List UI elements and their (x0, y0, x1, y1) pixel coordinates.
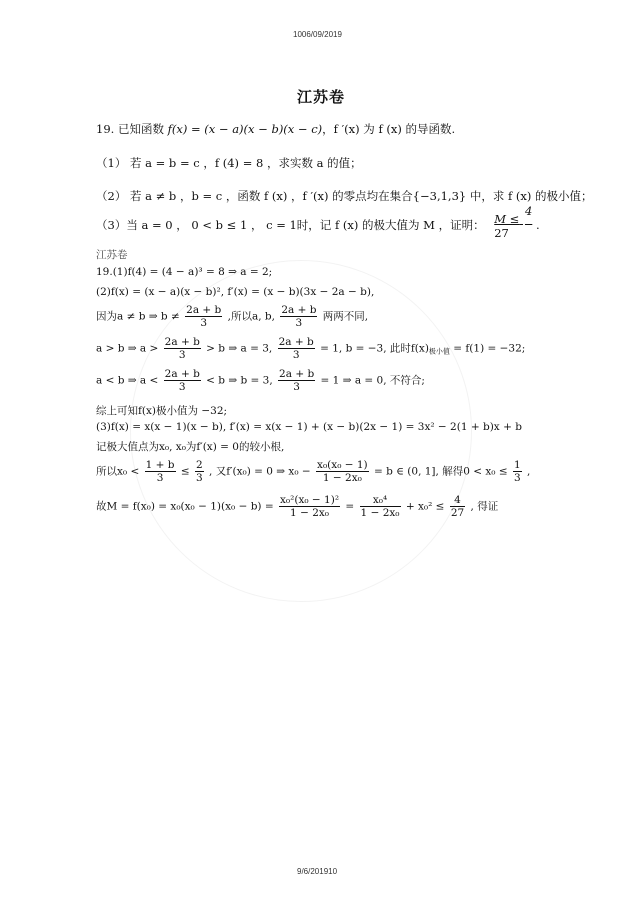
question-function: f(x) = (x − a)(x − b)(x − c) (167, 122, 323, 136)
fraction-num: 1 + b (145, 459, 175, 471)
fraction-den: 3 (178, 381, 186, 393)
fraction (195, 459, 204, 484)
fraction (450, 494, 465, 519)
fraction-den: 3 (292, 349, 300, 361)
fraction-den: 3 (178, 349, 186, 361)
solution-line-10-c: + x₀² ≤ (405, 500, 445, 513)
fraction-num: 2a + b (164, 368, 200, 380)
solution-line-10-a: 故M = f(x₀) = x₀(x₀ − 1)(x₀ − b) = (96, 500, 274, 513)
solution-line-10-d: , 得证 (470, 500, 499, 513)
solution-line-3 (96, 304, 368, 329)
solution-line-9-b: ≤ (180, 465, 190, 478)
solution-line-6: 综上可知f(x)极小值为 −32; (96, 405, 228, 417)
question-part-2: （2） 若 a ≠ b ，b = c ，函数 f (x) ，f ′(x) 的零点均在集合{−3,1,3} 中，求 f (x) 的极小值； (96, 189, 593, 203)
solution-line-3-c: 两两不同, (322, 310, 369, 323)
fraction-num: 2a + b (164, 336, 200, 348)
fraction-den: 3 (513, 472, 521, 484)
fraction (280, 304, 317, 329)
fraction-num: 2a + b (281, 304, 317, 316)
page-title: 江苏卷 (297, 88, 346, 106)
question-part-3-end: . (535, 218, 540, 232)
fraction-den: 3 (295, 317, 303, 329)
solution-line-3-b: ,所以a, b, (227, 310, 275, 323)
solution-line-9-a: 所以x₀ < (96, 465, 140, 478)
fraction (278, 336, 315, 361)
fraction-den: 1 − 2x₀ (290, 507, 330, 519)
solution-line-10-b: = (345, 500, 355, 513)
fraction-num: 2a + b (279, 368, 315, 380)
fraction-den: 3 (196, 472, 203, 484)
question-part-3-M: M ≤ (494, 212, 520, 226)
solution-line-4-sub: 极小值 (428, 347, 450, 356)
footer-date: 9/6/201910 (297, 867, 338, 876)
fraction-num: 1 (513, 459, 521, 471)
solution-line-3-a: 因为a ≠ b ⇒ b ≠ (96, 310, 180, 323)
solution-line-2: (2)f(x) = (x − a)(x − b)², f′(x) = (x − b)(3x − 2a − b), (96, 286, 375, 298)
header-date: 1006/09/2019 (293, 30, 342, 39)
fraction (164, 336, 201, 361)
fraction-num: 2a + b (278, 336, 314, 348)
fraction-num: x₀⁴ (360, 494, 401, 507)
solution-line-5-c: = 1 ⇒ a = 0, 不符合; (320, 374, 425, 387)
question-stem-b: ，f ′(x) 为 f (x) 的导函数. (322, 122, 456, 136)
fraction (185, 304, 222, 329)
fraction-num: 2a + b (186, 304, 222, 316)
fraction (278, 368, 315, 393)
solution-line-5 (96, 368, 425, 393)
fraction-num: x₀²(x₀ − 1)² (280, 494, 340, 506)
solution-heading: 江苏卷 (96, 249, 128, 261)
solution-line-10 (96, 494, 498, 519)
fraction-den: 3 (156, 472, 164, 484)
solution-line-4-c: = 1, b = −3, 此时f(x) (320, 342, 429, 355)
fraction (279, 494, 340, 519)
fraction-num: 4 (450, 494, 465, 507)
solution-line-4-b: > b ⇒ a = 3, (206, 342, 273, 355)
solution-line-9-c: , 又f′(x₀) = 0 ⇒ x₀ − (209, 465, 311, 478)
fraction-den: 27 (450, 507, 465, 519)
solution-line-9-d: = b ∈ (0, 1], 解得0 < x₀ ≤ (374, 465, 508, 478)
question-stem (96, 121, 455, 137)
solution-line-7: (3)f(x) = x(x − 1)(x − b), f′(x) = x(x − 1) + (x − b)(2x − 1) = 3x² − 2(1 + b)x + b (96, 421, 522, 433)
solution-line-8: 记极大值点为x₀, x₀为f′(x) = 0的较小根, (96, 441, 285, 453)
solution-line-1: 19.(1)f(4) = (4 − a)³ = 8 ⇒ a = 2; (96, 266, 273, 278)
fraction-den: 1 − 2x₀ (322, 472, 362, 484)
fraction (360, 494, 401, 519)
question-part-3-text: （3）当 a = 0 ， 0 < b ≤ 1 ， c = 1时，记 f (x) 的极大值为 M ，证明： (96, 218, 485, 232)
fraction (145, 459, 176, 484)
question-part-3-den: 27 (494, 226, 509, 240)
solution-line-9 (96, 459, 530, 484)
solution-line-4-d: = f(1) = −32; (453, 342, 526, 355)
question-number: 19. (96, 122, 115, 136)
solution-line-5-b: < b ⇒ b = 3, (206, 374, 273, 387)
fraction (513, 459, 522, 484)
solution-line-5-a: a < b ⇒ a < (96, 374, 159, 387)
fraction-den: 1 − 2x₀ (360, 507, 400, 519)
solution-line-9-e: , (527, 465, 531, 478)
fraction (316, 459, 369, 484)
solution-line-4-a: a > b ⇒ a > (96, 342, 159, 355)
fraction-num: 2 (196, 459, 203, 471)
fraction (164, 368, 201, 393)
fraction-den: 3 (200, 317, 208, 329)
question-part-3 (96, 204, 540, 240)
fraction-num: x₀(x₀ − 1) (317, 459, 368, 471)
solution-line-4 (96, 336, 525, 361)
question-part-3-inequality (494, 204, 533, 240)
question-stem-a: 已知函数 (117, 122, 168, 136)
question-part-1: （1） 若 a = b = c ，f (4) = 8 ，求实数 a 的值； (96, 156, 362, 170)
question-part-3-num: 4 (524, 204, 533, 218)
fraction-den: 3 (293, 381, 300, 393)
